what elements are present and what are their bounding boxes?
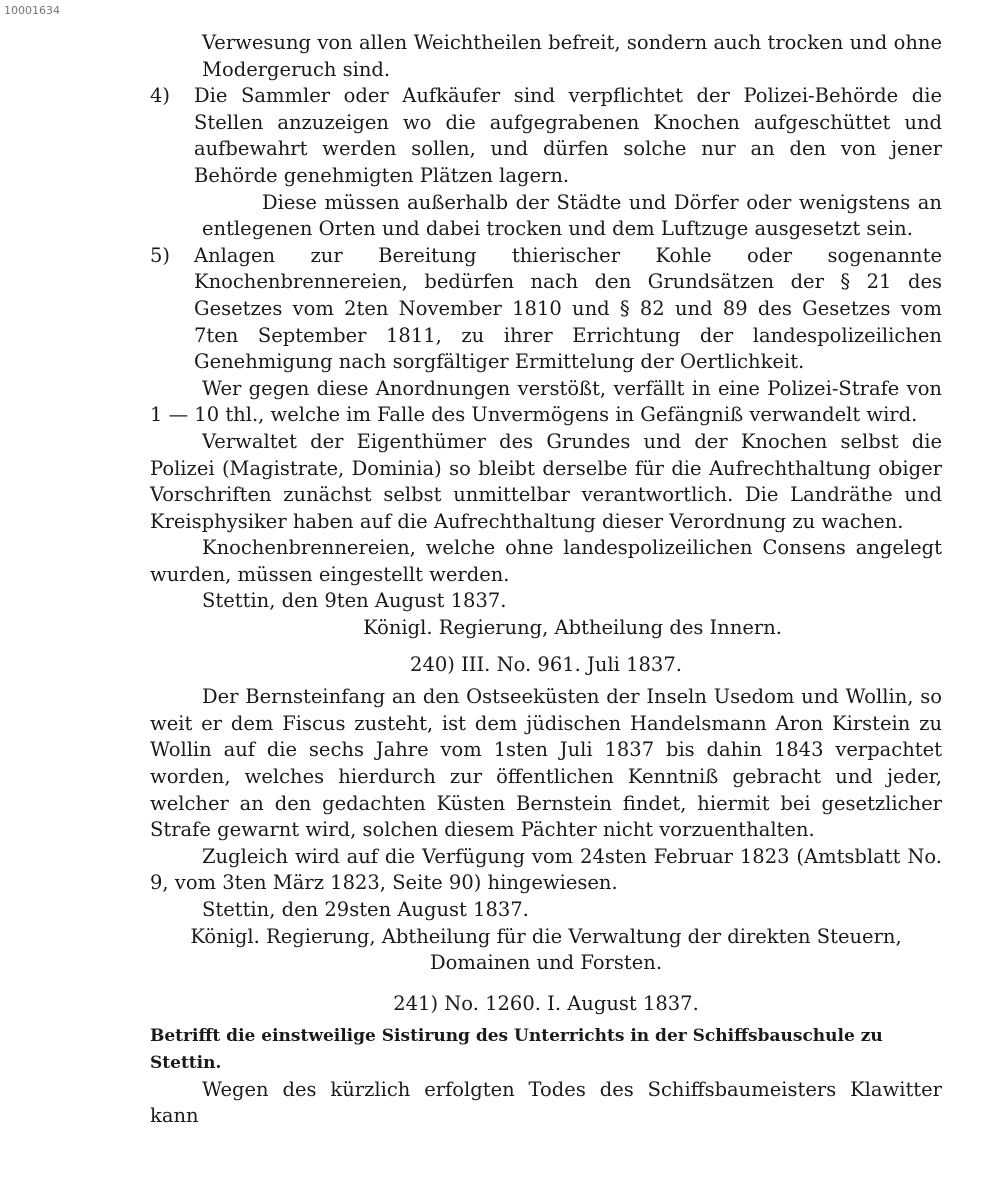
item-number: 5)	[150, 243, 171, 267]
signature: Königl. Regierung, Abtheilung für die Verwaltung der direkten Steuern,	[190, 924, 902, 948]
paragraph-bone-burneries: Knochenbrennereien, welche ohne landespolizeilichen Consens angelegt wurden, müssen eingestellt werden.	[150, 536, 942, 586]
subject-line: Betrifft die einstweilige Sistirung des Unterrichts in der Schiffsbauschule zu Stettin.	[150, 1026, 883, 1073]
date-line: Stettin, den 29sten August 1837.	[202, 898, 529, 921]
paragraph-administration: Verwaltet der Eigenthümer des Grundes und der Knochen selbst die Polizei (Magistrate, Dominia) so bleibt derselbe für die Aufrechthaltung obiger Vorschriften zunächst selbst unmittelbar verantwortlich. Die Landräthe und Kreisphysiker haben auf die Aufrechthaltung dieser Verordnung zu wachen.	[150, 429, 942, 533]
paragraph-continuation: Verwesung von allen Weichtheilen befreit, sondern auch trocken und ohne Modergeruch sind.	[202, 31, 942, 81]
item-text: Anlagen zur Bereitung thierischer Kohle oder sogenannte Knochenbrennereien, bedürfen nach den Grundsätzen der § 21 des Gesetzes vom 2ten November 1810 und § 82 und 89 des Gesetzes vom 7ten September 1811, zu ihrer Errichtung der landespolizeilichen Genehmigung nach sorgfältiger Ermittelung der Oertlichkeit.	[194, 243, 942, 374]
item-text: Die Sammler oder Aufkäufer sind verpflichtet der Polizei-Behörde die Stellen anzuzeigen wo die aufgegrabenen Knochen aufgeschüttet und aufbewahrt werden sollen, und dürfen solche nur an den von jener Behörde genehmigten Plätzen lagern.	[194, 84, 942, 187]
paragraph-school: Wegen des kürzlich erfolgten Todes des Schiffsbaumeisters Klawitter kann	[150, 1077, 942, 1128]
section-heading-240: 240) III. No. 961. Juli 1837.	[410, 652, 682, 676]
paragraph-amber: Der Bernsteinfang an den Ostseeküsten der Inseln Usedom und Wollin, so weit er dem Fiscus zusteht, ist dem jüdischen Handelsmann Aron Kirstein zu Wollin auf die sechs Jahre vom 1sten Juli 1837 bis dahin 1843 verpachtet worden, welches hierdurch zur öffentlichen Kenntniß gebracht und jeder, welcher an den gedachten Küsten Bernstein findet, hiermit bei gesetzlicher Strafe gewarnt wird, solchen diesem Pächter nicht vorzuenthalten.	[150, 685, 942, 842]
page-id: 10001634	[4, 4, 60, 17]
signature: Königl. Regierung, Abtheilung des Innern.	[363, 616, 782, 640]
list-item-4	[150, 83, 942, 189]
item-number: 4)	[150, 84, 171, 108]
document-page	[150, 30, 942, 1130]
paragraph: Diese müssen außerhalb der Städte und Dörfer oder wenigstens an entlegenen Orten und dabei trocken und dem Luftzuge ausgesetzt sein.	[202, 190, 942, 241]
section-heading-241: 241) No. 1260. I. August 1837.	[393, 991, 699, 1015]
paragraph-penalty: Wer gegen diese Anordnungen verstößt, verfällt in eine Polizei-Strafe von 1 — 10 thl., welche im Falle des Unvermögens in Gefängniß verwandelt wird.	[150, 376, 942, 427]
list-item-5	[150, 243, 942, 376]
paragraph-reference: Zugleich wird auf die Verfügung vom 24sten Februar 1823 (Amtsblatt No. 9, vom 3ten März 1823, Seite 90) hingewiesen.	[150, 844, 942, 895]
date-line: Stettin, den 9ten August 1837.	[202, 589, 507, 613]
signature-continuation: Domainen und Forsten.	[429, 951, 663, 975]
